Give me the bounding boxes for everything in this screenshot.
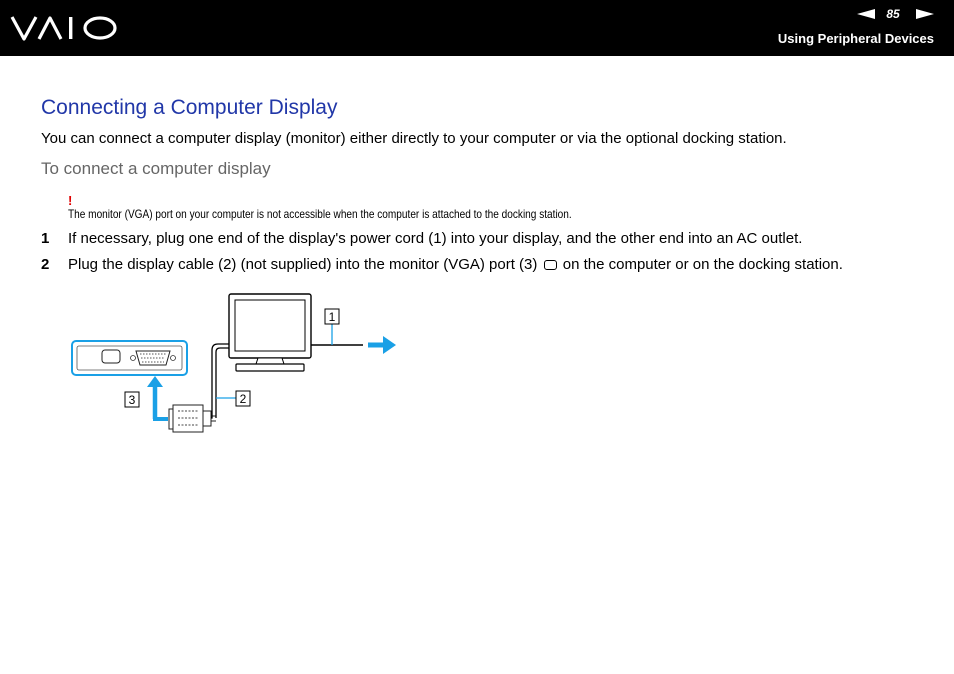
monitor-port-icon: [544, 260, 557, 270]
display-cable: [211, 344, 229, 418]
page-header: [0, 0, 954, 56]
page-title: Connecting a Computer Display: [41, 96, 338, 119]
callout-3: [125, 392, 139, 407]
step-text-before: Plug the display cable (2) (not supplied) into the monitor (VGA) port (3): [68, 256, 538, 273]
warning-icon: !: [68, 193, 73, 208]
vaio-logo: [10, 12, 122, 44]
intro-paragraph: You can connect a computer display (monitor) either directly to your computer or via the optional docking station.: [41, 130, 787, 147]
callout-1: [325, 309, 339, 324]
previous-page-icon[interactable]: [857, 9, 875, 19]
svg-text:1: 1: [328, 310, 336, 324]
step-number: 2: [41, 256, 50, 273]
step-text: [68, 256, 843, 273]
vga-port-icon: [131, 351, 176, 365]
page-number: 85: [886, 7, 900, 21]
svg-text:2: 2: [239, 392, 247, 406]
arrow-up-icon: [147, 376, 168, 419]
adjacent-port-icon: [102, 350, 120, 363]
callout-2: [236, 391, 250, 406]
page-navigation: [854, 7, 934, 23]
monitor-icon: [229, 294, 311, 371]
next-page-icon[interactable]: [916, 9, 934, 19]
step-number: 1: [41, 230, 50, 247]
warning-text: The monitor (VGA) port on your computer is not accessible when the computer is attached to the docking station.: [68, 207, 572, 221]
svg-text:3: 3: [128, 393, 136, 407]
step-text-after: on the computer or on the docking station.: [562, 256, 843, 273]
step-text: If necessary, plug one end of the display's power cord (1) into your display, and the other end into an AC outlet.: [68, 230, 803, 247]
display-cable: [216, 348, 229, 418]
connection-diagram: [70, 290, 410, 440]
vga-connector-icon: [169, 405, 216, 432]
procedure-title: To connect a computer display: [41, 159, 271, 178]
section-title: Using Peripheral Devices: [777, 31, 934, 46]
arrow-right-icon: [368, 336, 396, 354]
